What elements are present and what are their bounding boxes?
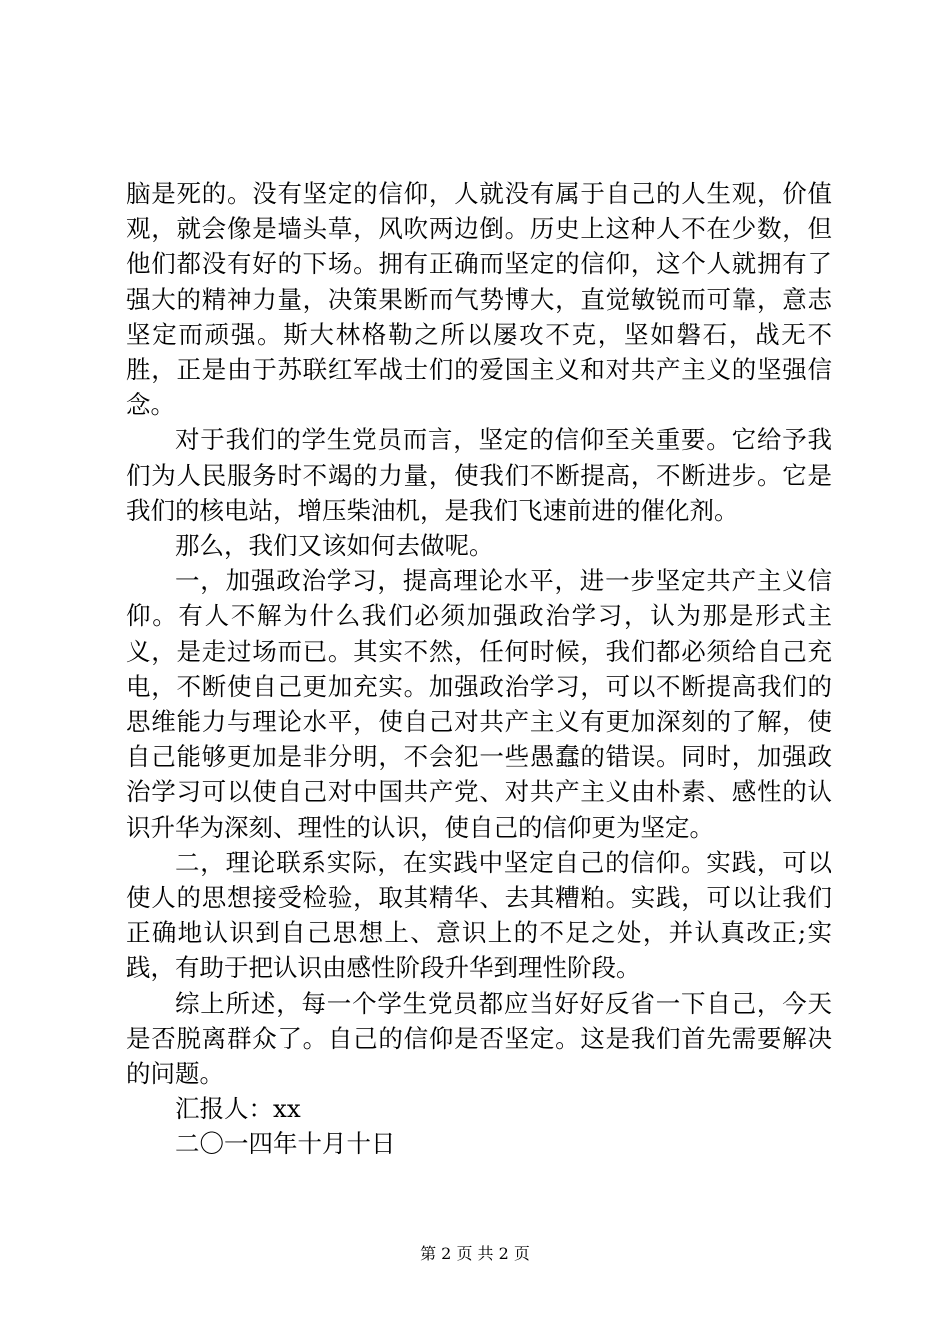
- paragraph-conclusion: 综上所述，每一个学生党员都应当好好反省一下自己，今天是否脱离群众了。自己的信仰是否坚定。这是我们首先需要解决的问题。: [126, 988, 832, 1089]
- paragraph-question: 那么，我们又该如何去做呢。: [175, 531, 494, 561]
- report-date: 二〇一四年十月十日: [175, 1129, 396, 1159]
- paragraph-point-two: 二，理论联系实际，在实践中坚定自己的信仰。实践，可以使人的思想接受检验，取其精华、去其糟粕。实践，可以让我们正确地认识到自己思想上、意识上的不足之处，并认真改正;实践，有助于把认识由感性阶段升华到理性阶段。: [126, 847, 832, 983]
- document-body: [126, 176, 832, 1162]
- paragraph-continuation: 脑是死的。没有坚定的信仰，人就没有属于自己的人生观，价值观，就会像是墙头草，风吹两边倒。历史上这种人不在少数，但他们都没有好的下场。拥有正确而坚定的信仰，这个人就拥有了强大的精神力量，决策果断而气势博大，直觉敏锐而可靠，意志坚定而顽强。斯大林格勒之所以屡攻不克，坚如磐石，战无不胜，正是由于苏联红军战士们的爱国主义和对共产主义的坚强信念。: [126, 179, 832, 420]
- paragraph-importance: 对于我们的学生党员而言，坚定的信仰至关重要。它给予我们为人民服务时不竭的力量，使我们不断提高，不断进步。它是我们的核电站，增压柴油机，是我们飞速前进的催化剂。: [126, 425, 832, 525]
- page-footer: 第 2 页 共 2 页: [420, 1244, 530, 1263]
- paragraph-point-one: 一，加强政治学习，提高理论水平，进一步坚定共产主义信仰。有人不解为什么我们必须加强政治学习，认为那是形式主义，是走过场而已。其实不然，任何时候，我们都必须给自己充电，不断使自己更加充实。加强政治学习，可以不断提高我们的思维能力与理论水平，使自己对共产主义有更加深刻的了解，使自己能够更加是非分明，不会犯一些愚蠢的错误。同时，加强政治学习可以使自己对中国共产党、对共产主义由朴素、感性的认识升华为深刻、理性的认识，使自己的信仰更为坚定。: [126, 566, 832, 842]
- reporter-signature: 汇报人：xx: [175, 1094, 301, 1124]
